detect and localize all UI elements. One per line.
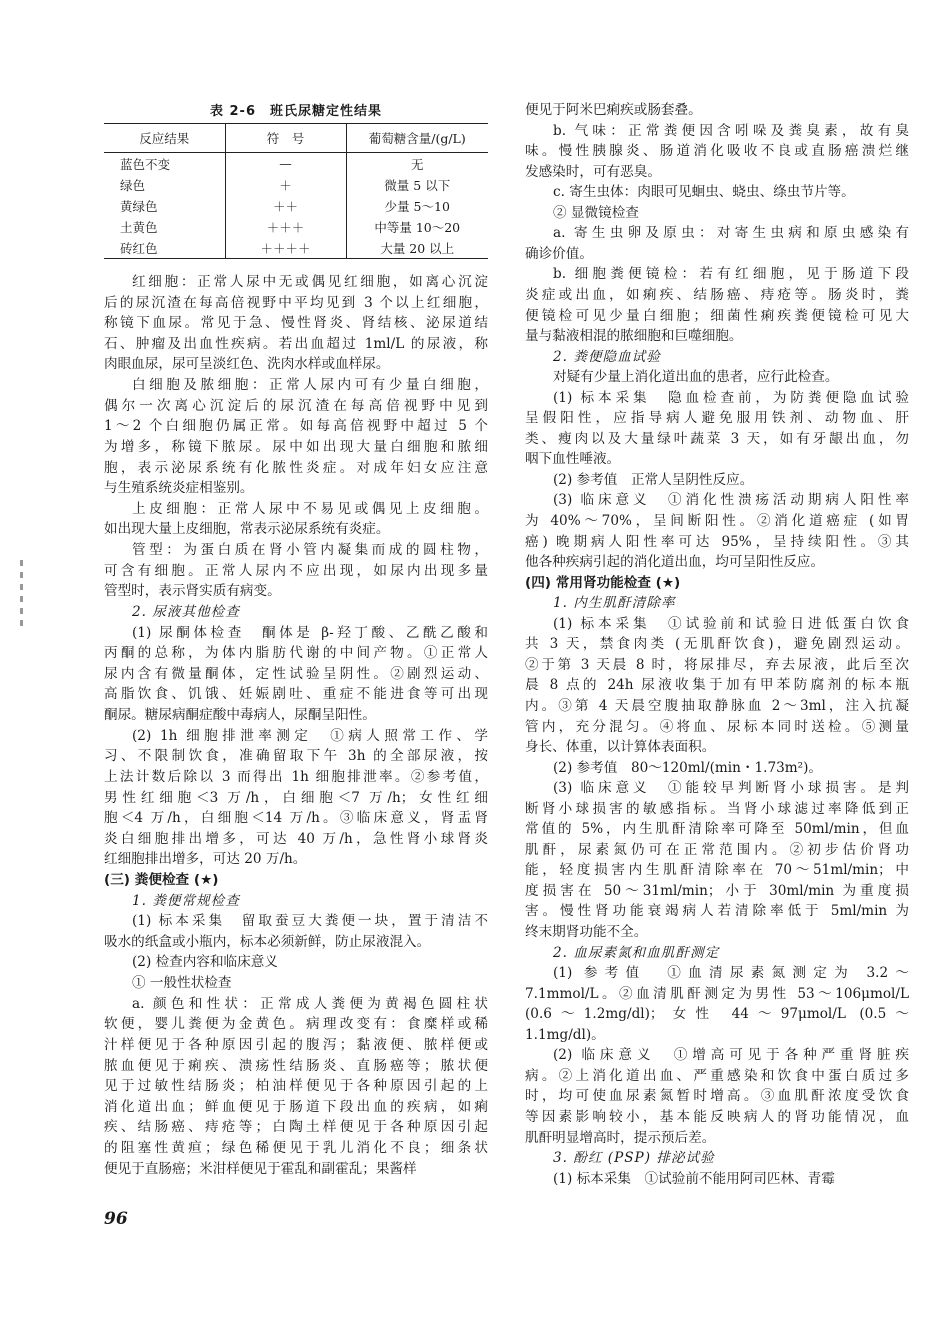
text-line: 为 40%～70%，呈间断阳性。②消化道癌症 (如胃 xyxy=(525,513,909,529)
text-line: 癌) 晚期病人阳性率可达 95%，呈持续阳性。③其 xyxy=(525,533,909,550)
text-line: 吸水的纸盒或小瓶内，标本必须新鲜，防止尿液混入。 xyxy=(104,933,431,950)
text-line: 石、肿瘤及出血性疾病。若出血超过 1ml/L 的尿液，称 xyxy=(104,335,488,352)
text-line: ② 显微镜检查 xyxy=(553,204,639,221)
text-line: 的阻塞性黄疸；绿色稀便见于乳儿消化不良；细条状 xyxy=(104,1140,488,1157)
text-line: (2) 临床意义 ①增高可见于各种严重肾脏疾 xyxy=(553,1047,909,1064)
text-line: 发感染时，可有恶臭。 xyxy=(525,163,661,180)
text-line: 1.1mg/dl)。 xyxy=(525,1026,605,1043)
text-line: c. 寄生虫体：肉眼可见蛔虫、蛲虫、绦虫节片等。 xyxy=(553,184,855,201)
text-line: 常值的 5%，内生肌酐清除率可降至 50ml/min，但血 xyxy=(525,821,909,838)
text-line: (3) 临床意义 ①能较早判断肾小球损害。是判 xyxy=(553,780,909,797)
text-line: 7.1mmol/L。②血清肌酐测定为男性 53～106μmol/L xyxy=(525,985,909,1002)
text-line: 红细胞：正常人尿中无或偶见红细胞，如离心沉淀 xyxy=(132,274,488,290)
text-line: 量与黏液相混的脓细胞和巨噬细胞。 xyxy=(525,328,743,345)
text-line: 软便，婴儿粪便为金黄色。病理改变有：食糜样或稀 xyxy=(104,1016,488,1033)
text-line: 3. 酚红 (PSP) 排泌试验 xyxy=(553,1150,715,1167)
text-line: 度损害在 50～31ml/min；小于 30ml/min 为重度损 xyxy=(525,882,909,899)
text-line: 可含有细胞。正常人尿内不应出现，如尿内出现多量 xyxy=(104,562,488,579)
text-line: (四) 常用肾功能检查 (★) xyxy=(525,574,681,591)
text-line: 晨 8 点的 24h 尿液收集于加有甲苯防腐剂的标本瓶 xyxy=(525,677,909,694)
text-line: (2) 1h 细胞排泄率测定 ①病人照常工作、学 xyxy=(132,727,488,744)
text-line: 管型时，表示肾实质有病变。 xyxy=(104,583,281,600)
text-line: 味。慢性胰腺炎、肠道消化吸收不良或直肠癌溃烂继 xyxy=(525,143,909,160)
text-line: 胞，表示泌尿系统有化脓性炎症。对成年妇女应注意 xyxy=(104,459,488,476)
text-line: 肌酐，尿素氮仍可在正常范围内。②初步估价肾功 xyxy=(525,841,909,858)
table-cell: 土黄色 xyxy=(120,219,158,235)
text-line: 管型：为蛋白质在肾小管内凝集而成的圆柱物， xyxy=(132,542,488,559)
text-line: 如出现大量上皮细胞，常表示泌尿系统有炎症。 xyxy=(104,521,390,538)
text-line: 1. 内生肌酐清除率 xyxy=(553,595,676,612)
text-line: 2. 血尿素氮和血肌酐测定 xyxy=(553,944,720,961)
text-line: 脓血便见于痢疾、溃疡性结肠炎、直肠癌等；脓状便 xyxy=(104,1057,488,1074)
text-line: 炎白细胞排出增多，可达 40 万/h，急性肾小球肾炎 xyxy=(104,830,488,847)
text-line: (2) 参考值 80～120ml/(min・1.73m²)。 xyxy=(553,759,823,776)
text-line: (1) 标本采集 ①试验前不能用阿司匹林、青霉 xyxy=(553,1170,835,1187)
text-line: 共 3 天，禁食肉类 (无肌酐饮食)，避免剧烈运动。 xyxy=(525,636,909,653)
table-cell: 砖红色 xyxy=(104,237,225,259)
table-row xyxy=(104,237,488,259)
text-line: 确诊价值。 xyxy=(525,245,593,262)
text-line: ① 一般性状检查 xyxy=(132,975,232,992)
text-line: 呈假阳性，应指导病人避免服用铁剂、动物血、肝 xyxy=(525,410,909,427)
text-line: a. 寄生虫卵及原虫：对寄生虫病和原虫感染有 xyxy=(553,225,909,242)
text-line: 能，轻度损害内生肌酐清除率在 70～51ml/min；中 xyxy=(525,862,909,879)
text-line: 炎症或出血，如痢疾、结肠癌、痔疮等。肠炎时，粪 xyxy=(525,286,909,303)
text-line: (3) 临床意义 ①消化性溃疡活动期病人阳性率 xyxy=(553,492,909,509)
table-header-cell: 反应结果 xyxy=(104,124,225,153)
table-cell: 黄绿色 xyxy=(120,198,158,214)
text-line: b. 气味：正常粪便因含吲哚及粪臭素，故有臭 xyxy=(553,122,909,139)
table-cell: ＋ xyxy=(225,174,346,195)
table-cell: ＋＋ xyxy=(225,195,346,216)
text-line: 断肾小球损害的敏感指标。当肾小球滤过率降低到正 xyxy=(525,800,909,817)
text-line: 2. 尿液其他检查 xyxy=(132,603,240,620)
text-line: 消化道出血；鲜血便见于肠道下段出血的疾病，如痢 xyxy=(104,1098,488,1115)
text-line: 病。②上消化道出血、严重感染和饮食中蛋白质过多 xyxy=(525,1067,909,1084)
text-line: 男性红细胞＜3 万/h，白细胞＜7 万/h；女性红细 xyxy=(104,789,488,806)
text-line: 1～2 个白细胞仍属正常。如每高倍视野中超过 5 个 xyxy=(104,418,488,435)
text-line: 内。③第 4 天晨空腹抽取静脉血 2～3ml，注入抗凝 xyxy=(525,697,909,714)
text-line: ②于第 3 天晨 8 时，将尿排尽，弃去尿液，此后至次 xyxy=(525,656,909,673)
page-number: 96 xyxy=(104,1209,128,1229)
table-row xyxy=(104,174,488,195)
text-line: (1) 参考值 ①血清尿素氮测定为 3.2～ xyxy=(553,965,909,982)
table-row xyxy=(104,195,488,216)
text-line: 高脂饮食、饥饿、妊娠剧吐、重症不能进食等可出现 xyxy=(104,686,488,703)
text-line: 为增多，称镜下脓尿。尿中如出现大量白细胞和脓细 xyxy=(104,438,488,455)
table-cell: 少量 5～10 xyxy=(346,195,488,216)
table-cell: 蓝色不变 xyxy=(120,156,171,172)
text-line: 时，均可使血尿素氮暂时增高。③血肌酐浓度受饮食 xyxy=(525,1088,909,1105)
text-line: 丙酮的总称，为体内脂肪代谢的中间产物。①正常人 xyxy=(104,645,488,662)
margin-dash-mark xyxy=(20,560,23,630)
text-line: (2) 检查内容和临床意义 xyxy=(132,954,278,971)
table-row xyxy=(104,216,488,237)
text-line: 便见于直肠癌；米泔样便见于霍乱和副霍乱；果酱样 xyxy=(104,1160,417,1177)
text-line: 尿内含有微量酮体，定性试验呈阴性。②剧烈运动、 xyxy=(104,665,488,682)
text-line: 害。慢性肾功能衰竭病人若清除率低于 5ml/min 为 xyxy=(525,903,909,920)
text-line: (1) 尿酮体检查 酮体是 β-羟丁酸、乙酰乙酸和 xyxy=(132,624,488,641)
text-line: 后的尿沉渣在每高倍视野中平均见到 3 个以上红细胞， xyxy=(104,294,488,311)
text-line: 胞＜4 万/h，白细胞＜14 万/h。③临床意义，肾盂肾 xyxy=(104,810,488,827)
text-line: 肌酐明显增高时，提示预后差。 xyxy=(525,1129,716,1146)
text-line: 偶尔一次离心沉淀后的尿沉渣在每高倍视野中见到 xyxy=(104,397,488,414)
text-line: 见于过敏性结肠炎；柏油样便见于各种原因引起的上 xyxy=(104,1078,488,1095)
text-line: (1) 标本采集 ①试验前和试验日进低蛋白饮食 xyxy=(553,615,909,632)
text-line: 等因素影响较小，基本能反映病人的肾功能情况，血 xyxy=(525,1108,909,1125)
text-line: 咽下血性唾液。 xyxy=(525,451,621,468)
text-line: 便镜检可见少量白细胞；细菌性痢疾粪便镜检可见大 xyxy=(525,307,909,324)
text-line: a. 颜色和性状：正常成人粪便为黄褐色圆柱状 xyxy=(132,995,488,1012)
table-cell: 大量 20 以上 xyxy=(346,237,488,259)
text-line: 称镜下血尿。常见于急、慢性肾炎、肾结核、泌尿道结 xyxy=(104,315,488,332)
text-line: 对疑有少量上消化道出血的患者，应行此检查。 xyxy=(553,369,839,386)
text-line: 与生殖系统炎症相鉴别。 xyxy=(104,480,254,497)
text-line: 红细胞排出增多，可达 20 万/h。 xyxy=(104,851,307,868)
table-cell: 绿色 xyxy=(120,177,146,193)
text-line: 汁样便见于各种原因引起的腹泻；黏液便、脓样便或 xyxy=(104,1036,488,1053)
table-cell: 无 xyxy=(346,153,488,175)
text-line: 白细胞及脓细胞：正常人尿内可有少量白细胞， xyxy=(132,377,488,394)
table-cell: 中等量 10～20 xyxy=(346,216,488,237)
text-line: 终末期肾功能不全。 xyxy=(525,924,648,940)
text-line: 疾、结肠癌、痔疮等；白陶土样便见于各种原因引起 xyxy=(104,1119,488,1136)
text-line: 2. 粪便隐血试验 xyxy=(553,348,661,365)
table-header-row xyxy=(104,124,488,153)
table-cell: ＋＋＋＋ xyxy=(225,237,346,259)
text-line: (0.6～1.2mg/dl)；女性 44～97μmol/L (0.5～ xyxy=(525,1006,909,1023)
text-line: 类、瘦肉以及大量绿叶蔬菜 3 天，如有牙龈出血，勿 xyxy=(525,430,909,447)
text-line: 身长、体重，以计算体表面积。 xyxy=(525,739,716,756)
text-line: 便见于阿米巴痢疾或肠套叠。 xyxy=(525,102,702,118)
text-line: 肉眼血尿，尿可呈淡红色、洗肉水样或血样尿。 xyxy=(104,356,390,373)
benedict-result-table xyxy=(104,123,488,259)
text-line: 酮尿。糖尿病酮症酸中毒病人，尿酮呈阳性。 xyxy=(104,707,376,724)
table-header-cell: 葡萄糖含量/(g/L) xyxy=(346,124,488,153)
table-cell: ＋＋＋ xyxy=(225,216,346,237)
table-header-cell: 符 号 xyxy=(225,124,346,153)
text-line: 他各种疾病引起的消化道出血，均可呈阳性反应。 xyxy=(525,554,825,571)
text-line: (三) 粪便检查 (★) xyxy=(104,871,219,888)
table-title: 表 2-6 班氏尿糖定性结果 xyxy=(209,104,382,119)
text-line: (1) 标本采集 留取蚕豆大粪便一块，置于清洁不 xyxy=(132,913,488,930)
text-line: (1) 标本采集 隐血检查前，为防粪便隐血试验 xyxy=(553,389,909,406)
table-cell: 微量 5 以下 xyxy=(346,174,488,195)
text-line: 上法计数后除以 3 而得出 1h 细胞排泄率。②参考值， xyxy=(104,768,488,785)
text-line: 管内，充分混匀。④将血、尿标本同时送检。⑤测量 xyxy=(525,718,909,735)
table-cell: — xyxy=(225,153,346,175)
text-line: 1. 粪便常规检查 xyxy=(132,892,240,909)
text-line: b. 细胞粪便镜检：若有红细胞，见于肠道下段 xyxy=(553,266,909,283)
text-line: 上皮细胞：正常人尿中不易见或偶见上皮细胞。 xyxy=(132,500,488,517)
table-row xyxy=(104,153,488,175)
text-line: (2) 参考值 正常人呈阴性反应。 xyxy=(553,471,754,488)
text-line: 习、不限制饮食，准确留取下午 3h 的全部尿液，按 xyxy=(104,748,488,765)
